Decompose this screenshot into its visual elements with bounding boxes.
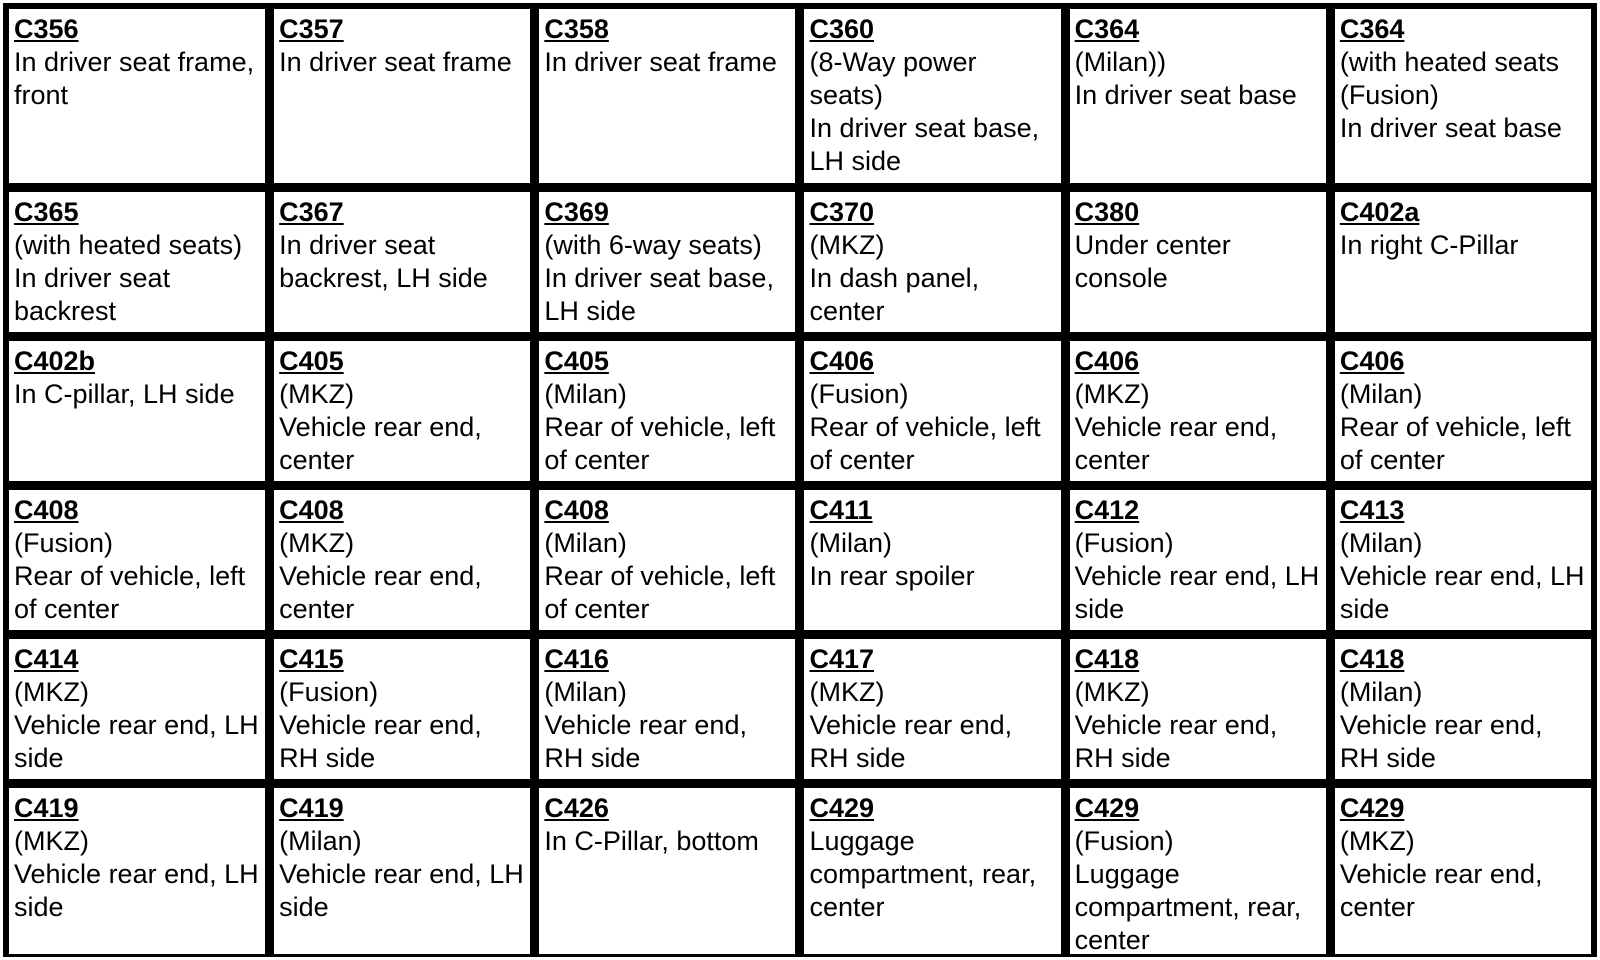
- connector-code: C426: [544, 793, 609, 823]
- connector-location-text: (MKZ): [809, 677, 885, 707]
- connector-location-text: Vehicle rear end, LH side: [1339, 561, 1585, 624]
- connector-cell: [6, 6, 268, 186]
- connector-cell: [271, 636, 533, 782]
- connector-code: C408: [279, 495, 344, 525]
- connector-location-text: In dash panel, center: [809, 263, 980, 326]
- connector-location-text: In driver seat base: [1074, 80, 1297, 110]
- connector-location-text: Vehicle rear end, RH side: [1074, 710, 1278, 773]
- connector-location-text: (Fusion): [14, 528, 114, 558]
- connector-code: C417: [809, 644, 875, 674]
- connector-location-text: Vehicle rear end, center: [279, 561, 482, 624]
- connector-cell: [536, 785, 798, 957]
- connector-cell: [271, 338, 533, 484]
- connector-location-text: Luggage compartment, rear, center: [809, 826, 1037, 922]
- connector-location-text: Vehicle rear end, LH side: [279, 859, 524, 922]
- connector-cell: [536, 189, 798, 335]
- connector-location-text: Vehicle rear end, center: [1339, 859, 1543, 922]
- connector-location-text: (Fusion): [1074, 528, 1174, 558]
- connector-location-text: (Milan): [1339, 379, 1423, 409]
- connector-location-text: Luggage compartment, rear, center: [1074, 859, 1302, 955]
- connector-location-text: (MKZ): [279, 379, 355, 409]
- connector-cell: [1067, 487, 1329, 633]
- connector-code: C418: [1074, 644, 1140, 674]
- connector-cell: [801, 636, 1063, 782]
- connector-location-text: (with heated seats (Fusion): [1339, 47, 1559, 110]
- connector-code: C402b: [14, 346, 96, 376]
- connector-cell: [801, 487, 1063, 633]
- connector-code: C429: [1074, 793, 1140, 823]
- connector-cell: [536, 338, 798, 484]
- connector-code: C364: [1339, 14, 1405, 44]
- connector-cell: [271, 189, 533, 335]
- connector-cell: [536, 6, 798, 186]
- connector-code: C406: [809, 346, 875, 376]
- connector-location-table: [3, 3, 1597, 957]
- connector-location-text: (Milan): [544, 528, 627, 558]
- connector-location-text: (MKZ): [279, 528, 355, 558]
- connector-location-text: (with 6-way seats): [544, 230, 762, 260]
- connector-location-text: (MKZ): [1074, 379, 1150, 409]
- connector-location-text: (Milan): [809, 528, 892, 558]
- connector-code: C369: [544, 197, 609, 227]
- connector-code: C411: [809, 495, 873, 525]
- connector-code: C413: [1339, 495, 1405, 525]
- connector-location-text: Vehicle rear end, LH side: [14, 710, 259, 773]
- connector-code: C429: [1339, 793, 1405, 823]
- connector-cell: [6, 487, 268, 633]
- connector-location-text: In driver seat base, LH side: [544, 263, 774, 326]
- connector-location-text: (8-Way power seats): [809, 47, 977, 110]
- connector-location-text: (Fusion): [279, 677, 379, 707]
- connector-code: C405: [544, 346, 609, 376]
- connector-code: C360: [809, 14, 875, 44]
- connector-location-text: In driver seat base: [1339, 113, 1562, 143]
- connector-location-text: Vehicle rear end, LH side: [14, 859, 259, 922]
- connector-code: C419: [279, 793, 344, 823]
- connector-location-text: Vehicle rear end, RH side: [279, 710, 482, 773]
- connector-location-text: Vehicle rear end, center: [279, 412, 482, 475]
- connector-code: C408: [544, 495, 609, 525]
- connector-cell: [1332, 636, 1594, 782]
- connector-cell: [536, 636, 798, 782]
- connector-location-text: Vehicle rear end, LH side: [1074, 561, 1320, 624]
- connector-code: C358: [544, 14, 609, 44]
- connector-code: C365: [14, 197, 79, 227]
- connector-code: C415: [279, 644, 344, 674]
- connector-cell: [6, 189, 268, 335]
- connector-cell: [536, 487, 798, 633]
- connector-cell: [801, 189, 1063, 335]
- connector-location-text: In driver seat base, LH side: [809, 113, 1040, 176]
- connector-code: C402a: [1339, 197, 1420, 227]
- connector-cell: [1332, 6, 1594, 186]
- connector-cell: [6, 338, 268, 484]
- connector-code: C367: [279, 197, 344, 227]
- connector-cell: [1067, 785, 1329, 957]
- connector-cell: [1332, 189, 1594, 335]
- connector-location-text: (Milan)): [1074, 47, 1167, 77]
- connector-location-text: In driver seat frame: [544, 47, 777, 77]
- connector-location-text: In C-Pillar, bottom: [544, 826, 759, 856]
- connector-cell: [1067, 636, 1329, 782]
- connector-code: C370: [809, 197, 875, 227]
- connector-location-text: (MKZ): [1074, 677, 1150, 707]
- connector-location-text: In rear spoiler: [809, 561, 975, 591]
- connector-cell: [271, 6, 533, 186]
- connector-cell: [271, 785, 533, 957]
- connector-location-text: In driver seat backrest: [14, 263, 171, 326]
- connector-location-text: Vehicle rear end, RH side: [1339, 710, 1543, 773]
- connector-code: C412: [1074, 495, 1140, 525]
- connector-code: C414: [14, 644, 79, 674]
- connector-code: C418: [1339, 644, 1405, 674]
- connector-location-text: In driver seat frame: [279, 47, 512, 77]
- connector-cell: [1067, 189, 1329, 335]
- connector-location-text: In driver seat frame, front: [14, 47, 255, 110]
- connector-location-text: (MKZ): [809, 230, 885, 260]
- connector-code: C408: [14, 495, 79, 525]
- connector-location-text: Rear of vehicle, left of center: [544, 412, 776, 475]
- connector-location-text: (MKZ): [14, 826, 89, 856]
- connector-location-text: Rear of vehicle, left of center: [14, 561, 246, 624]
- connector-cell: [6, 636, 268, 782]
- connector-cell: [1067, 6, 1329, 186]
- connector-location-text: (Fusion): [1074, 826, 1174, 856]
- connector-location-text: Vehicle rear end, RH side: [544, 710, 747, 773]
- connector-cell: [1332, 785, 1594, 957]
- connector-location-text: (MKZ): [14, 677, 89, 707]
- connector-code: C356: [14, 14, 79, 44]
- connector-location-text: (Fusion): [809, 379, 909, 409]
- connector-location-text: Vehicle rear end, center: [1074, 412, 1278, 475]
- connector-cell: [1332, 487, 1594, 633]
- connector-code: C380: [1074, 197, 1140, 227]
- connector-location-text: In right C-Pillar: [1339, 230, 1519, 260]
- connector-location-text: (with heated seats): [14, 230, 243, 260]
- connector-code: C429: [809, 793, 875, 823]
- connector-code: C406: [1074, 346, 1140, 376]
- connector-location-text: Vehicle rear end, RH side: [809, 710, 1013, 773]
- connector-code: C406: [1339, 346, 1405, 376]
- connector-location-text: Rear of vehicle, left of center: [809, 412, 1041, 475]
- connector-code: C405: [279, 346, 344, 376]
- connector-code: C419: [14, 793, 79, 823]
- connector-location-text: (Milan): [1339, 677, 1423, 707]
- connector-location-text: (MKZ): [1339, 826, 1415, 856]
- connector-cell: [271, 487, 533, 633]
- connector-cell: [1067, 338, 1329, 484]
- connector-location-text: (Milan): [544, 677, 627, 707]
- connector-cell: [6, 785, 268, 957]
- connector-location-text: In driver seat backrest, LH side: [279, 230, 488, 293]
- connector-code: C364: [1074, 14, 1140, 44]
- connector-location-text: Rear of vehicle, left of center: [1339, 412, 1571, 475]
- connector-cell: [1332, 338, 1594, 484]
- connector-location-text: Under center console: [1074, 230, 1231, 293]
- connector-code: C416: [544, 644, 609, 674]
- connector-cell: [801, 785, 1063, 957]
- connector-code: C357: [279, 14, 344, 44]
- connector-cell: [801, 338, 1063, 484]
- connector-cell: [801, 6, 1063, 186]
- connector-location-text: In C-pillar, LH side: [14, 379, 235, 409]
- connector-location-text: Rear of vehicle, left of center: [544, 561, 776, 624]
- connector-location-text: (Milan): [544, 379, 627, 409]
- connector-location-text: (Milan): [1339, 528, 1423, 558]
- connector-location-text: (Milan): [279, 826, 362, 856]
